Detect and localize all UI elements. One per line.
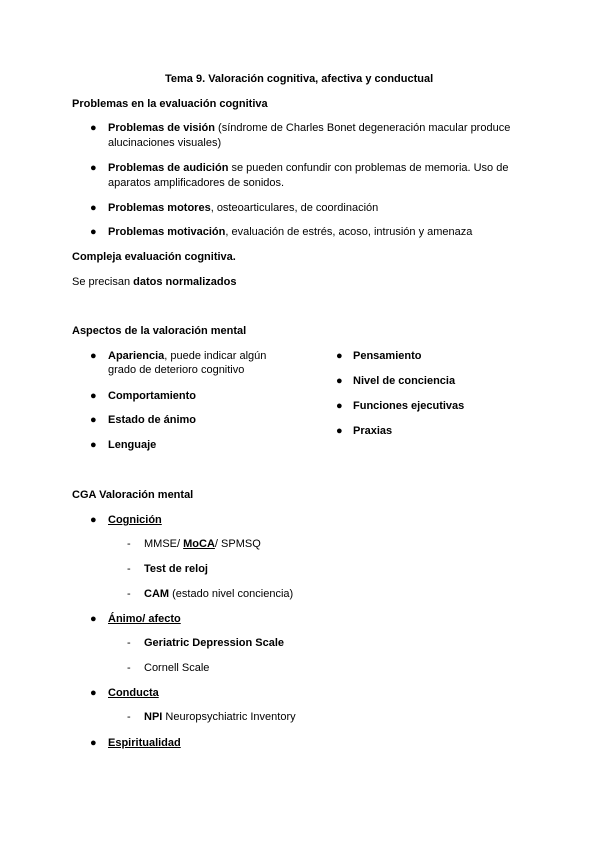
aspect-language: Lenguaje xyxy=(108,439,157,451)
cga-cam: CAM (estado nivel conciencia) xyxy=(144,588,294,600)
bullet-icon: ● xyxy=(90,226,97,238)
bullet-icon: ● xyxy=(90,613,97,625)
cga-cornell: Cornell Scale xyxy=(144,662,210,674)
cga-mmse-moca: MMSE/ MoCA/ SPMSQ xyxy=(144,538,261,550)
cga-gds: Geriatric Depression Scale xyxy=(144,637,285,649)
problem-vision: Problemas de visión (síndrome de Charles Bonet degeneración macular produce xyxy=(108,122,511,134)
bullet-icon: ● xyxy=(90,737,97,749)
bullet-icon: ● xyxy=(90,687,97,699)
cga-mood: Ánimo/ afecto xyxy=(108,613,181,625)
bullet-icon: ● xyxy=(90,122,97,134)
problem-audition: Problemas de audición se pueden confundir con problemas de memoria. Uso de xyxy=(108,162,509,174)
aspect-thought: Pensamiento xyxy=(353,350,422,362)
bullet-icon: ● xyxy=(90,202,97,214)
problem-motivation: Problemas motivación, evaluación de estrés, acoso, intrusión y amenaza xyxy=(108,226,473,238)
cga-conduct: Conducta xyxy=(108,687,159,699)
bullet-icon: ● xyxy=(90,439,97,451)
problem-motor: Problemas motores, osteoarticulares, de coordinación xyxy=(108,202,379,214)
cga-heading: CGA Valoración mental xyxy=(72,489,194,501)
aspect-consciousness: Nivel de conciencia xyxy=(353,375,456,387)
bullet-icon: ● xyxy=(336,350,343,362)
aspect-appearance-line2: grado de deterioro cognitivo xyxy=(108,364,245,376)
problem-audition-line2: aparatos amplificadores de sonidos. xyxy=(108,177,285,189)
normalized-data: Se precisan datos normalizados xyxy=(72,276,237,288)
bullet-icon: ● xyxy=(90,350,97,362)
aspects-heading: Aspectos de la valoración mental xyxy=(72,325,247,337)
dash-icon: - xyxy=(127,588,131,600)
aspect-mood: Estado de ánimo xyxy=(108,414,197,426)
cga-npi: NPI Neuropsychiatric Inventory xyxy=(144,711,296,723)
bullet-icon: ● xyxy=(90,414,97,426)
dash-icon: - xyxy=(127,563,131,575)
page-title: Tema 9. Valoración cognitiva, afectiva y conductual xyxy=(165,73,434,85)
problem-vision-line2: alucinaciones visuales) xyxy=(108,137,222,149)
aspect-executive: Funciones ejecutivas xyxy=(353,400,465,412)
aspect-appearance: Apariencia, puede indicar algún xyxy=(108,350,267,362)
bullet-icon: ● xyxy=(90,162,97,174)
bullet-icon: ● xyxy=(336,425,343,437)
bullet-icon: ● xyxy=(336,400,343,412)
dash-icon: - xyxy=(127,711,131,723)
problems-heading: Problemas en la evaluación cognitiva xyxy=(72,98,268,110)
complex-evaluation: Compleja evaluación cognitiva. xyxy=(72,251,236,263)
bullet-icon: ● xyxy=(336,375,343,387)
dash-icon: - xyxy=(127,637,131,649)
cga-cognition: Cognición xyxy=(108,514,162,526)
cga-spirituality: Espiritualidad xyxy=(108,737,181,749)
cga-clock-test: Test de reloj xyxy=(144,563,208,575)
aspect-behavior: Comportamiento xyxy=(108,390,196,402)
bullet-icon: ● xyxy=(90,514,97,526)
dash-icon: - xyxy=(127,662,131,674)
aspect-praxias: Praxias xyxy=(353,425,393,437)
dash-icon: - xyxy=(127,538,131,550)
bullet-icon: ● xyxy=(90,390,97,402)
